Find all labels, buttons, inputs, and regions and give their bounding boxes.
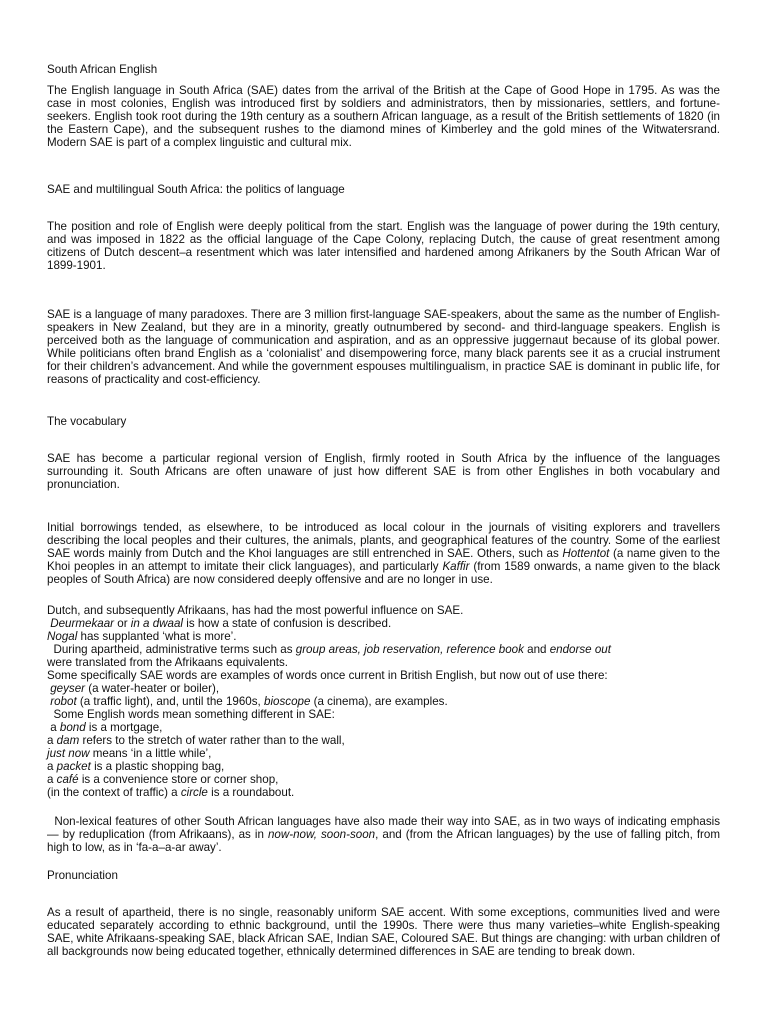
specific-words-line: Some specifically SAE words are examples of words once current in British English, but now out of use there: — [47, 669, 608, 682]
politics-paragraph-2: SAE is a language of many paradoxes. There are 3 million first-language SAE-speakers, about the same as the number of English-speakers in New Zealand, but they are in a minority, greatly outnumbered by second- and third-language speakers. English is perceived both as the language of communication and aspiration, and as an oppressive juggernaut because of its global power. While politicians often brand English as a ‘colonialist’ and disempowering force, many black parents see it as a crucial instrument for their children’s advancement. And while the government espouses multilingualism, in practice SAE is dominant in public life, for reasons of practicality and cost-efficiency. — [47, 308, 720, 386]
intro-paragraph: The English language in South Africa (SAE) dates from the arrival of the British at the Cape of Good Hope in 1795. As was the case in most colonies, English was introduced first by soldiers and administrators, then by missionaries, settlers, and fortune-seekers. English took root during the 19th century as a southern African language, as a result of the British settlements of 1820 (in the Eastern Cape), and the subsequent rushes to the diamond mines of Kimberley and the gold mines of the Witwatersrand. Modern SAE is part of a complex linguistic and cultural mix. — [47, 84, 720, 149]
word-examples-block — [47, 604, 720, 799]
robot-line: robot (a traffic light), and, until the 1960s, bioscope (a cinema), are examples. — [50, 695, 448, 708]
document-title: South African English — [47, 63, 158, 76]
apartheid-line-2: were translated from the Afrikaans equivalents. — [47, 656, 289, 669]
dam-line: a dam refers to the stretch of water rather than to the wall, — [47, 734, 345, 747]
borrowings-paragraph: Initial borrowings tended, as elsewhere, to be introduced as local colour in the journals of visiting explorers and travellers describing the local peoples and their cultures, the animals, plants, and geographical features of the country. Some of the earliest SAE words mainly from Dutch and the Khoi languages are still entrenched in SAE. Others, such as Hottentot (a name given to the Khoi peoples in an attempt to imitate their click languages), and particularly Kaffir (from 1589 onwards, a name given to the black peoples of South Africa) are now considered deeply offensive and are no longer in use. — [47, 521, 720, 586]
geyser-line: geyser (a water-heater or boiler), — [50, 682, 220, 695]
packet-line: a packet is a plastic shopping bag, — [47, 760, 225, 773]
just-now-line: just now means ‘in a little while’, — [47, 747, 212, 760]
bond-line: a bond is a mortgage, — [50, 721, 163, 734]
politics-paragraph-1: The position and role of English were deeply political from the start. English was the language of power during the 19th century, and was imposed in 1822 as the official language of the Cape Colony, replacing Dutch, the cause of great resentment among citizens of Dutch descent–a resentment which was later intensified and hardened among Afrikaners by the South African War of 1899-1901. — [47, 220, 720, 272]
different-meaning-line: Some English words mean something different in SAE: — [53, 708, 335, 721]
nogal-line: Nogal has supplanted ‘what is more’. — [47, 630, 237, 643]
deurmekaar-line: Deurmekaar or in a dwaal is how a state of confusion is described. — [50, 617, 392, 630]
cafe-line: a café is a convenience store or corner shop, — [47, 773, 279, 786]
circle-line: (in the context of traffic) a circle is a roundabout. — [47, 786, 295, 799]
apartheid-line-1: During apartheid, administrative terms such as group areas, job reservation, reference book and endorse out — [53, 643, 611, 656]
pronunciation-heading: Pronunciation — [47, 869, 118, 882]
dutch-line: Dutch, and subsequently Afrikaans, has had the most powerful influence on SAE. — [47, 604, 464, 617]
pronunciation-paragraph: As a result of apartheid, there is no single, reasonably uniform SAE accent. With some exceptions, communities lived and were educated separately according to ethnic background, until the 1990s. There were thus many varieties–white English-speaking SAE, white Afrikaans-speaking SAE, black African SAE, Indian SAE, Coloured SAE. But things are changing: with urban children of all backgrounds now being educated together, ethnically determined differences in SAE are tending to break down. — [47, 906, 720, 958]
vocabulary-paragraph-1: SAE has become a particular regional version of English, firmly rooted in South Africa by the influence of the languages surrounding it. South Africans are often unaware of just how different SAE is from other Englishes in both vocabulary and pronunciation. — [47, 452, 720, 491]
vocabulary-heading: The vocabulary — [47, 415, 127, 428]
politics-heading: SAE and multilingual South Africa: the politics of language — [47, 183, 345, 196]
non-lexical-paragraph: Non-lexical features of other South African languages have also made their way into SAE, as in two ways of indicating emphasis — by reduplication (from Afrikaans), as in now-now, soon-soon, and (from the African languages) by the use of falling pitch, from high to low, as in ‘fa-a–a-ar away’. — [47, 815, 721, 854]
